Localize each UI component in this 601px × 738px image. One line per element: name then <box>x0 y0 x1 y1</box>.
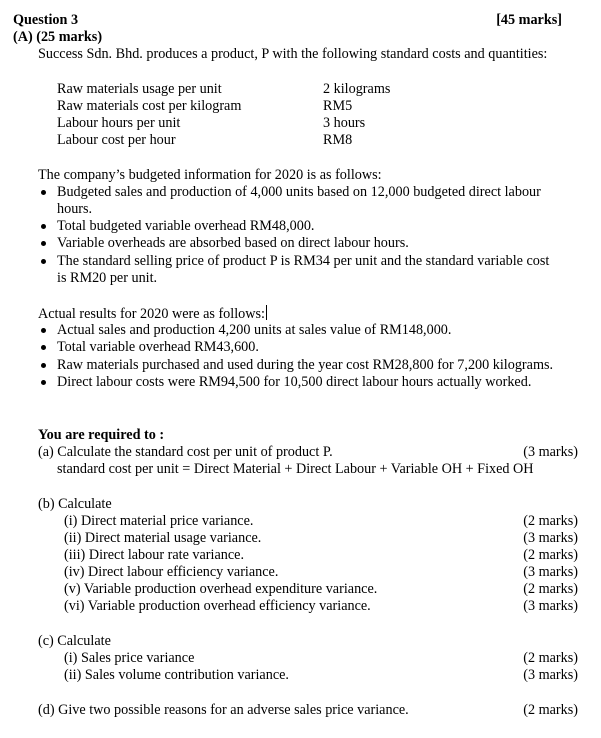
list-item-cont: hours. <box>57 201 93 217</box>
part-a-heading: (A) (25 marks) <box>13 29 103 45</box>
list-item: The standard selling price of product P is RM34 per unit and the standard variable cost <box>57 253 550 269</box>
list-item: (v) Variable production overhead expenditure variance. <box>64 581 378 597</box>
total-marks: [45 marks] <box>496 12 562 28</box>
standard-value: RM8 <box>323 132 353 148</box>
item-marks: (2 marks) <box>523 547 578 563</box>
list-item: Direct labour costs were RM94,500 for 10,500 direct labour hours actually worked. <box>57 374 532 390</box>
list-item: Total budgeted variable overhead RM48,000. <box>57 218 315 234</box>
required-heading: You are required to : <box>38 427 165 443</box>
question-c-heading: (c) Calculate <box>38 633 111 649</box>
item-marks: (3 marks) <box>523 598 578 614</box>
item-marks: (2 marks) <box>523 581 578 597</box>
standard-value: 3 hours <box>323 115 366 131</box>
list-item: Actual sales and production 4,200 units at sales value of RM148,000. <box>57 322 452 338</box>
text-cursor <box>266 305 267 320</box>
list-item: (i) Direct material price variance. <box>64 513 254 529</box>
item-marks: (3 marks) <box>523 667 578 683</box>
list-item: (i) Sales price variance <box>64 650 195 666</box>
list-item: Total variable overhead RM43,600. <box>57 339 259 355</box>
answer-a: standard cost per unit = Direct Material + Direct Labour + Variable OH + Fixed OH <box>57 461 534 477</box>
item-marks: (2 marks) <box>523 513 578 529</box>
bullet-icon <box>41 363 46 368</box>
actual-intro <box>38 305 267 323</box>
question-a-marks: (3 marks) <box>523 444 578 460</box>
list-item: (iv) Direct labour efficiency variance. <box>64 564 279 580</box>
bullet-icon <box>41 345 46 350</box>
list-item: Variable overheads are absorbed based on direct labour hours. <box>57 235 409 251</box>
item-marks: (3 marks) <box>523 530 578 546</box>
item-marks: (3 marks) <box>523 564 578 580</box>
intro-text: Success Sdn. Bhd. produces a product, P with the following standard costs and quantities: <box>38 46 548 62</box>
bullet-icon <box>41 190 46 195</box>
bullet-icon <box>41 328 46 333</box>
list-item: Raw materials purchased and used during the year cost RM28,800 for 7,200 kilograms. <box>57 357 554 373</box>
standard-label: Raw materials cost per kilogram <box>57 98 242 114</box>
actual-intro-text: Actual results for 2020 were as follows: <box>38 306 265 322</box>
item-marks: (2 marks) <box>523 650 578 666</box>
bullet-icon <box>41 241 46 246</box>
standard-label: Labour cost per hour <box>57 132 176 148</box>
bullet-icon <box>41 259 46 264</box>
standard-label: Labour hours per unit <box>57 115 181 131</box>
question-b-heading: (b) Calculate <box>38 496 112 512</box>
bullet-icon <box>41 380 46 385</box>
standard-value: 2 kilograms <box>323 81 391 97</box>
budget-intro: The company’s budgeted information for 2020 is as follows: <box>38 167 382 183</box>
standard-label: Raw materials usage per unit <box>57 81 222 97</box>
question-title: Question 3 <box>13 12 79 28</box>
list-item: (ii) Direct material usage variance. <box>64 530 262 546</box>
bullet-icon <box>41 224 46 229</box>
list-item: Budgeted sales and production of 4,000 units based on 12,000 budgeted direct labour <box>57 184 541 200</box>
question-d: (d) Give two possible reasons for an adverse sales price variance. <box>38 702 409 718</box>
list-item-cont: is RM20 per unit. <box>57 270 158 286</box>
list-item: (iii) Direct labour rate variance. <box>64 547 245 563</box>
question-d-marks: (2 marks) <box>523 702 578 718</box>
question-a: (a) Calculate the standard cost per unit of product P. <box>38 444 333 460</box>
list-item: (vi) Variable production overhead efficiency variance. <box>64 598 371 614</box>
list-item: (ii) Sales volume contribution variance. <box>64 667 289 683</box>
standard-value: RM5 <box>323 98 353 114</box>
